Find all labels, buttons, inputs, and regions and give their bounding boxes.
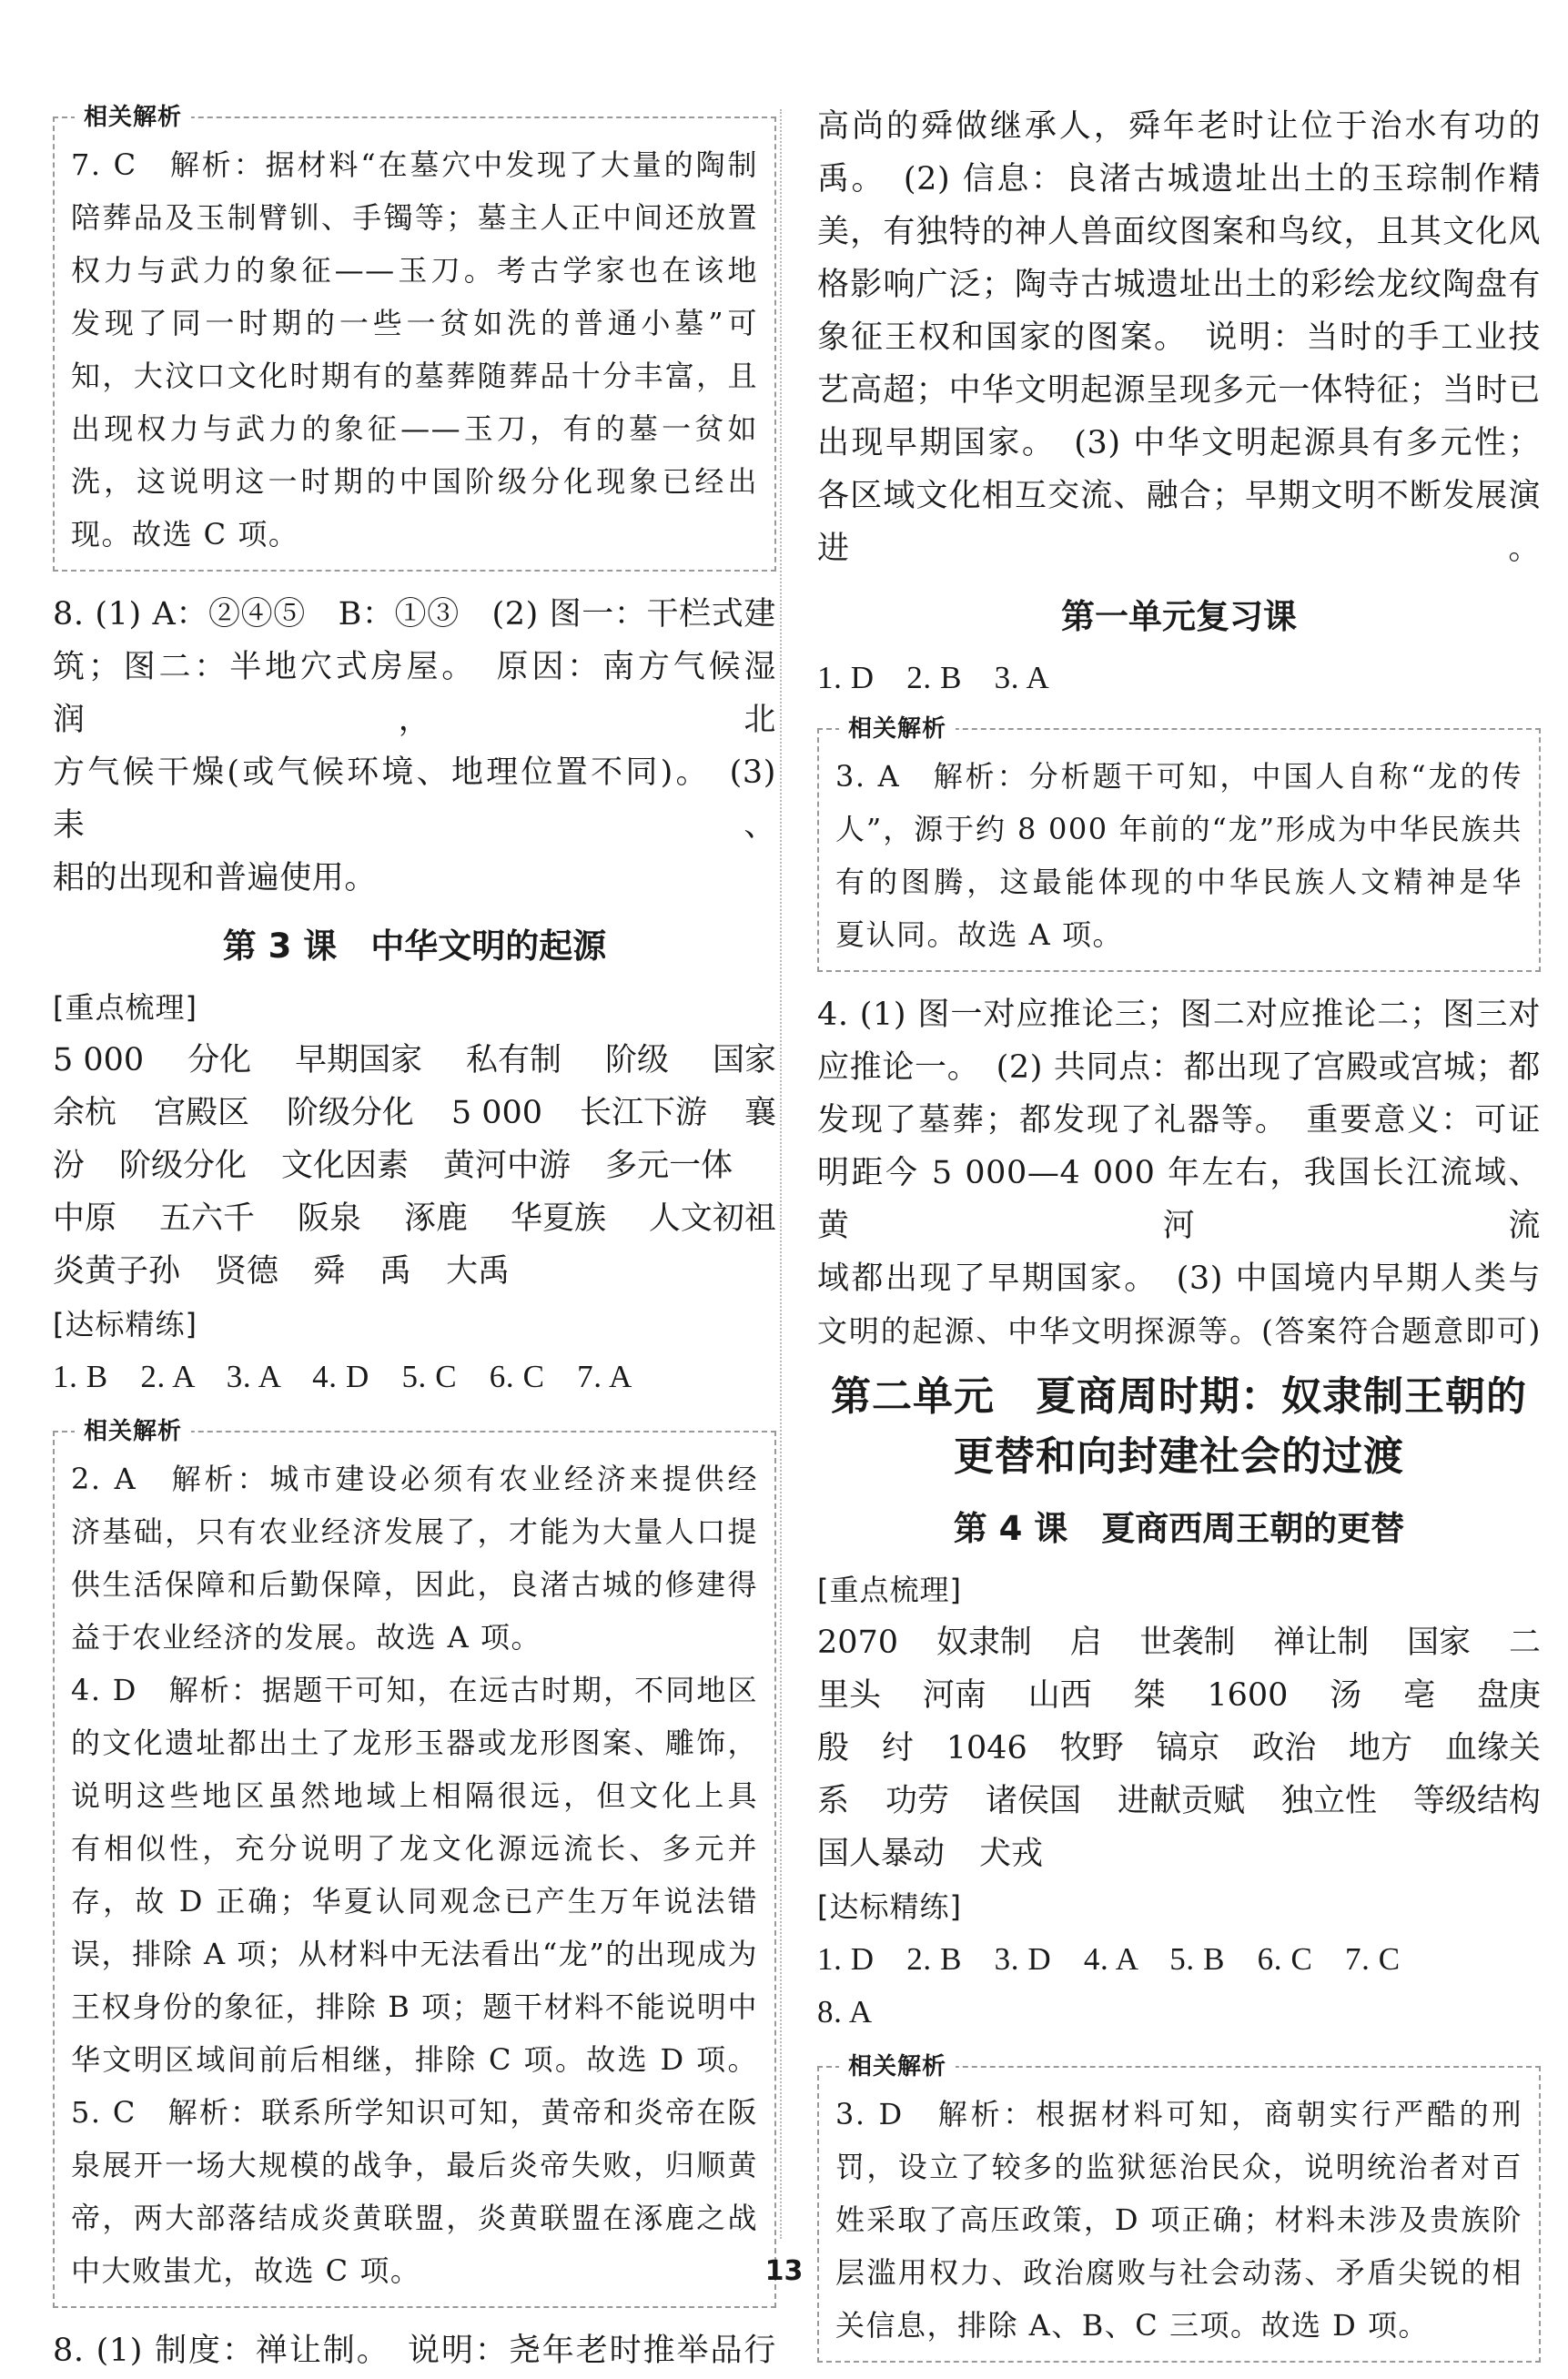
keyword: 世袭制: [1139, 1625, 1236, 1661]
analysis-line: 泉展开一场大规模的战争，最后炎帝失败，归顺黄: [71, 2148, 758, 2182]
analysis-line: 中大败蚩尤，故选 C 项。: [71, 2253, 421, 2288]
keyword: 牧野: [1059, 1730, 1124, 1767]
analysis-line: 权力与武力的象征——玉刀。考古学家也在该地: [71, 253, 758, 288]
analysis-line: 5. C 解析：联系所学知识可知，黄帝和炎帝在阪: [71, 2095, 758, 2130]
analysis-line: 2. A 解析：城市建设必须有农业经济来提供经: [71, 1462, 758, 1496]
keyword-row: [817, 1722, 1541, 1775]
keyword: 汤: [1330, 1677, 1362, 1714]
keyword: 国家: [1407, 1625, 1472, 1661]
answer-key: 1. B 2. A 3. A 4. D 5. C 6. C 7. A: [53, 1359, 632, 1394]
answer-line: 明距今 5 000—4 000 年左右，我国长江流域、黄河流: [817, 1155, 1541, 1244]
keyword: 禹: [379, 1253, 412, 1290]
analysis-line: 夏认同。故选 A 项。: [835, 917, 1123, 952]
keyword: 地方: [1349, 1730, 1413, 1767]
keyword: 人文初祖: [648, 1200, 776, 1237]
keyword: 五六千: [158, 1200, 255, 1237]
keyword: 文化因素: [281, 1148, 410, 1184]
keyword: 大禹: [446, 1253, 511, 1290]
analysis-line: 存，故 D 正确；华夏认同观念已产生万年说法错: [71, 1884, 758, 1918]
keyword: 河南: [922, 1677, 986, 1714]
keyword: 5 000: [450, 1095, 543, 1131]
keyword: 启: [1069, 1625, 1102, 1661]
answer-key: 1. D 2. B 3. D 4. A 5. B 6. C 7. C: [817, 1941, 1401, 1977]
analysis-box-2: [53, 1418, 776, 2308]
page-number: 13: [764, 2255, 804, 2287]
keyword: 政治: [1252, 1730, 1317, 1767]
keyword: 殷: [817, 1730, 850, 1767]
analysis-box-1: [53, 104, 776, 572]
keyword: 等级结构: [1412, 1783, 1541, 1819]
analysis-line: 现。故选 C 项。: [71, 517, 299, 552]
keyword: 国家: [712, 1042, 776, 1078]
keyword: 早期国家: [295, 1042, 423, 1078]
analysis-line: 3. A 解析：分析题干可知，中国人自称“龙的传: [835, 759, 1522, 794]
analysis-line: 有的图腾，这最能体现的中华民族人文精神是华: [835, 865, 1522, 899]
keyword: 分化: [187, 1042, 252, 1078]
keyword: 系: [817, 1783, 850, 1819]
keyword: 2070: [817, 1625, 899, 1661]
answer-key: 1. D 2. B 3. A: [817, 660, 1050, 695]
analysis-line: 层滥用权力、政治腐败与社会动荡、矛盾尖锐的相: [835, 2255, 1522, 2290]
analysis-line: 益于农业经济的发展。故选 A 项。: [71, 1620, 541, 1655]
keyword: 镐京: [1156, 1730, 1220, 1767]
answer-line: 艺高超；中华文明起源呈现多元一体特征；当时已: [817, 372, 1541, 409]
analysis-box-label: 相关解析: [839, 710, 956, 744]
analysis-line: 供生活保障和后勤保障，因此，良渚古城的修建得: [71, 1567, 758, 1602]
analysis-line: 说明这些地区虽然地域上相隔很远，但文化上具: [71, 1778, 758, 1813]
keyword: 1046: [946, 1730, 1027, 1767]
keyword-row: [817, 1669, 1541, 1722]
answer-line: 应推论一。 (2) 共同点：都出现了宫殿或宫城；都: [817, 1049, 1541, 1086]
lesson-3-title: 第 3 课 中华文明的起源: [222, 926, 607, 966]
analysis-line: 姓采取了高压政策，D 项正确；材料未涉及贵族阶: [835, 2202, 1522, 2237]
unit-2-title-line-2: 更替和向封建社会的过渡: [954, 1433, 1404, 1480]
answer-line: 域都出现了早期国家。 (3) 中国境内早期人类与: [817, 1260, 1541, 1297]
analysis-line: 知，大汶口文化时期有的墓葬随葬品十分丰富，且: [71, 359, 758, 393]
left-column: [53, 100, 776, 2377]
keyword: 涿鹿: [403, 1200, 468, 1237]
analysis-line: 关信息，排除 A、B、C 三项。故选 D 项。: [835, 2308, 1429, 2343]
keyword: 阶级分化: [286, 1095, 414, 1131]
answer-line: 8. (1) 制度：禅让制。 说明：尧年老时推举品行: [53, 2333, 776, 2369]
keyword: 余杭: [53, 1095, 117, 1131]
keyword: 诸侯国: [985, 1783, 1081, 1819]
analysis-line: 误，排除 A 项；从材料中无法看出“龙”的出现成为: [71, 1937, 758, 1971]
keyword: 宫殿区: [153, 1095, 249, 1131]
keyword-row: [53, 1192, 776, 1245]
keyword: 国人暴动: [817, 1836, 946, 1872]
keyword: 血缘关: [1444, 1730, 1541, 1767]
keyword: 汾: [53, 1148, 86, 1184]
answer-key: 8. A: [817, 1994, 873, 2030]
answer-line: 方气候干燥(或气候环境、地理位置不同)。 (3) 耒、: [53, 754, 776, 844]
analysis-box-3: [817, 715, 1541, 972]
keyword-row: [53, 1245, 776, 1298]
analysis-line: 的文化遗址都出土了龙形玉器或龙形图案、雕饰，: [71, 1726, 758, 1760]
keyword: 5 000: [53, 1042, 145, 1078]
keyword: 阪泉: [297, 1200, 361, 1237]
keyword: 中原: [53, 1200, 117, 1237]
answer-line: 发现了墓葬；都发现了礼器等。 重要意义：可证: [817, 1102, 1541, 1139]
keyword: 功劳: [885, 1783, 949, 1819]
analysis-line: 罚，设立了较多的监狱惩治民众，说明统治者对百: [835, 2150, 1522, 2184]
column-divider: [780, 109, 782, 2239]
analysis-line: 4. D 解析：据题干可知，在远古时期，不同地区: [71, 1673, 758, 1707]
keyword-row: [53, 1087, 776, 1139]
answer-line: 美，有独特的神人兽面纹图案和鸟纹，且其文化风: [817, 214, 1541, 250]
answer-line: 8. (1) A：②④⑤ B：①③ (2) 图一：干栏式建: [53, 596, 776, 633]
answer-line: 各区域文化相互交流、融合；早期文明不断发展演进。: [817, 478, 1541, 567]
keyword: 舜: [313, 1253, 346, 1290]
keyword-row: [817, 1827, 1541, 1880]
keyword: 阶级: [605, 1042, 670, 1078]
analysis-line: 陪葬品及玉制臂钏、手镯等；墓主人正中间还放置: [71, 200, 758, 235]
answer-line: 格影响广泛；陶寺古城遗址出土的彩绘龙纹陶盘有: [817, 267, 1541, 303]
keyword: 禅让制: [1273, 1625, 1370, 1661]
keyword: 亳: [1403, 1677, 1436, 1714]
answer-line: 4. (1) 图一对应推论三；图二对应推论二；图三对: [817, 997, 1541, 1033]
answer-line: 耜的出现和普遍使用。: [53, 860, 378, 896]
keyword: 纣: [881, 1730, 914, 1767]
keyword-row: [817, 1616, 1541, 1669]
keyword: 桀: [1133, 1677, 1166, 1714]
key-points-label: [重点梳理]: [53, 990, 197, 1025]
answer-line: 筑；图二：半地穴式房屋。 原因：南方气候湿润，北: [53, 649, 776, 738]
keyword: 阶级分化: [119, 1148, 248, 1184]
analysis-box-4: [817, 2053, 1541, 2363]
unit-2-title-line-1: 第二单元 夏商周时期：奴隶制王朝的: [831, 1373, 1527, 1420]
analysis-box-label: 相关解析: [75, 98, 191, 132]
review-title: 第一单元复习课: [1061, 597, 1297, 636]
keyword: 盘庚: [1476, 1677, 1541, 1714]
keyword: 里头: [817, 1677, 882, 1714]
analysis-line: 济基础，只有农业经济发展了，才能为大量人口提: [71, 1514, 758, 1549]
analysis-line: 3. D 解析：根据材料可知，商朝实行严酷的刑: [835, 2097, 1522, 2131]
keyword: 进献贡赋: [1117, 1783, 1245, 1819]
keyword: 犬戎: [979, 1836, 1044, 1872]
answer-line: 出现早期国家。 (3) 中华文明起源具有多元性；: [817, 425, 1541, 461]
keyword: 黄河中游: [443, 1148, 572, 1184]
analysis-line: 出现权力与武力的象征——玉刀，有的墓一贫如: [71, 411, 758, 446]
answer-line: 高尚的舜做继承人，舜年老时让位于治水有功的: [817, 108, 1541, 145]
keyword: 襄: [744, 1095, 776, 1131]
keyword: 贤德: [215, 1253, 279, 1290]
keyword: 1600: [1207, 1677, 1289, 1714]
keyword: 多元一体: [605, 1148, 733, 1184]
answer-line: 文明的起源、中华文明探源等。(答案符合题意即可): [817, 1313, 1541, 1349]
keyword-row: [53, 1139, 776, 1192]
practice-label: [达标精练]: [817, 1889, 962, 1924]
keyword-row: [817, 1775, 1541, 1827]
keyword: 独立性: [1280, 1783, 1377, 1819]
analysis-box-label: 相关解析: [839, 2048, 956, 2081]
analysis-box-label: 相关解析: [75, 1412, 191, 1446]
analysis-line: 洗，这说明这一时期的中国阶级分化现象已经出: [71, 464, 758, 499]
key-points-label: [重点梳理]: [817, 1573, 962, 1607]
keyword: 山西: [1027, 1677, 1092, 1714]
practice-label: [达标精练]: [53, 1307, 197, 1341]
answer-line: 禹。 (2) 信息：良渚古城遗址出土的玉琮制作精: [817, 161, 1541, 197]
keyword: 炎黄子孙: [53, 1253, 181, 1290]
analysis-line: 帝，两大部落结成炎黄联盟，炎黄联盟在涿鹿之战: [71, 2201, 758, 2235]
analysis-line: 人”，源于约 8 000 年前的“龙”形成为中华民族共: [835, 812, 1522, 846]
analysis-line: 有相似性，充分说明了龙文化源远流长、多元并: [71, 1831, 758, 1866]
keyword: 二: [1508, 1625, 1541, 1661]
answer-line: 象征王权和国家的图案。 说明：当时的手工业技: [817, 319, 1541, 356]
keyword-row: [53, 1034, 776, 1087]
right-column: [817, 100, 1541, 2379]
keyword: 奴隶制: [936, 1625, 1032, 1661]
keyword: 私有制: [466, 1042, 562, 1078]
analysis-line: 发现了同一时期的一些一贫如洗的普通小墓”可: [71, 306, 758, 340]
analysis-line: 7. C 解析：据材料“在墓穴中发现了大量的陶制: [71, 147, 758, 182]
analysis-line: 华文明区域间前后相继，排除 C 项。故选 D 项。: [71, 2042, 758, 2077]
keyword: 长江下游: [580, 1095, 708, 1131]
analysis-line: 王权身份的象征，排除 B 项；题干材料不能说明中: [71, 1989, 758, 2024]
keyword: 华夏族: [510, 1200, 606, 1237]
lesson-4-title: 第 4 课 夏商西周王朝的更替: [953, 1509, 1405, 1548]
